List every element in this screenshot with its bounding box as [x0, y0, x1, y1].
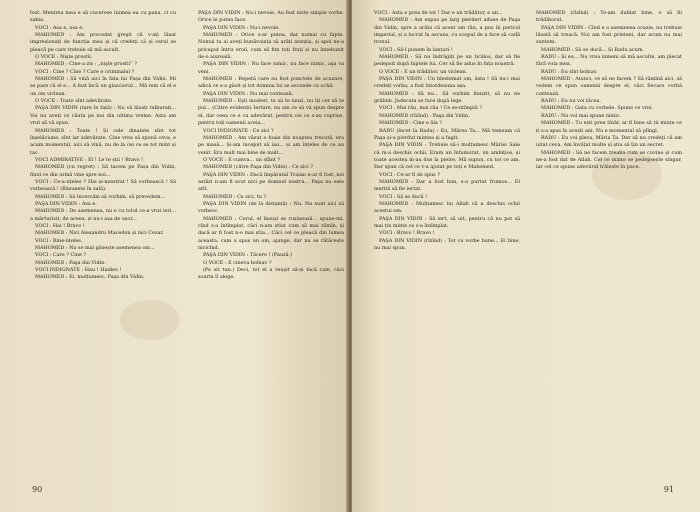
left-column-1	[30, 10, 176, 282]
paragraph: O VOCE : Toate sînt adevărate.	[35, 98, 113, 105]
paragraph: MAHOMED : Ei, mulțumesc, Pașa din Vidin.	[35, 274, 145, 281]
paragraph: MAHOMED (rîzînd) : Paşa din Vidin.	[379, 112, 470, 119]
paragraph: MAHOMED : Tu ești prea tînăr, ar fi bine să ții minte ce ți s-a spus în acești ani. Nu e momentul să plîngi.	[536, 120, 682, 134]
paragraph: PAŞA DIN VIDIN : Dacă împăratul Traian n-ar fi fost, noi astăzi n-am fi avut nici pe domnul nostru... Paşa nu este atît.	[198, 171, 344, 193]
paragraph: VOCI : Asa e, asa e.	[35, 24, 84, 31]
paragraph: MAHOMED : Să ne facem treaba cum se cuvine și cum ne-a fost dat de Allah. Cel ce minte se pedepsește singur, iar cel ce spune adevărul trăiește în pace.	[536, 149, 682, 171]
paragraph: MAHOMED : Cerul, el însuși se rușinează... spune-mi, cînd s-a întîmplat, căci n-am știut cum să mai rămîn, și dacă ar fi fost n-o mai știu... Căci cel ce pleacă din lumea aceasta, cum a spus un om, ajunge, dar nu se rătăcește nicicînd.	[198, 215, 344, 251]
paragraph: MAHOMED : Paşa din Vidin.	[35, 259, 106, 266]
paragraph: MAHOMED : Cine e ăla ?	[379, 120, 442, 127]
paragraph: VOCI INDIGNATE : Hau ! Haideo !	[35, 267, 122, 274]
paragraph: MAHOMED : Ce zici, tu ?	[203, 193, 267, 200]
paragraph: VOCI : Ce-ar fi de spus ?	[379, 171, 440, 178]
paragraph: PAŞA DIN VIDIN : Un blestemat om, ăsta ! Să nu-i mai credeți vorba, a fost întotdeauna așa.	[374, 76, 520, 90]
paragraph: PAŞA DIN VIDIN : Nu-i nevoie. Au fost niste simple vorbe. Orice le putea face.	[198, 10, 344, 24]
paragraph: MAHOMED : Să vină aici în fata lui Pașa din Vidin. Mi se pare că el e... A fost încă un glasciorul... Mă tem că el e un om viclean.	[30, 76, 176, 97]
paragraph: VOCI : Să se ducă !	[379, 193, 428, 200]
paragraph: MAHOMED : Am expus pe larg pierderi aduse de Paşa din Vidin, spre a arăta că acest om rău, a pus în pericol imperiul, și a lucrat în ascuns, cu scopul de a face să cadă tronul.	[374, 17, 520, 46]
page-number-left: 90	[32, 485, 43, 494]
paper-stain	[120, 300, 180, 340]
paragraph: VOCI : Bine-nțeles.	[35, 237, 83, 244]
paragraph: RADU : Și eu... Nu vrea nimeni să mă asculte, am plecat fără voia mea.	[536, 54, 682, 68]
paragraph: VOCI : Cine ? Cine ? Care e criminalul ?	[35, 68, 135, 75]
paragraph: MAHOMED : Gata cu vorbele. Spune ce vrei.	[541, 105, 653, 112]
paragraph: PAŞA DIN VIDIN (de la distanță) : Nu. Nu sunt aici să vorbesc.	[198, 200, 344, 215]
paragraph: MAHOMED : Să nu îndrăgiți pe un ticălos, dar să fie pedepsit după faptele lui. Cer să fie adus în fața noastră.	[374, 54, 520, 68]
paragraph: PAŞA DIN VIDIN : Cînd e o asemenea ocazie, nu trebuie lăsată să treacă. Noi am fost prieteni, dar acum nu mai suntem.	[536, 24, 682, 46]
paragraph: PAŞA DIN VIDIN (rîzînd) : Tot cu vorbe bune... Ei bine, nu mai spun.	[374, 237, 520, 251]
paragraph: PAŞA DIN VIDIN (tare în față) : Nu vă lăsați tulburați... Voi nu aveți ce căuta pe noi din ultima vreme. Asta am vrut să vă spun.	[30, 105, 176, 127]
paragraph: VOCI : Bravo ! Bravo !	[379, 230, 435, 237]
paragraph: (Pe sit tun.) Deci, tot el a reușit să-și facă cale, căci soarta îl alege.	[198, 267, 344, 281]
paragraph: O VOCE : E cineva bolnav ?	[203, 259, 272, 266]
left-column-2	[198, 10, 344, 282]
paragraph: MAHOMED : Repetă care au fost punctele de acuzare, adică ce s-a găsit și tot domnia lui se ascunde cu ochii.	[198, 76, 344, 90]
right-column-1	[374, 10, 520, 252]
paragraph: MAHOMED : Dar a fost bun, s-a purtat frumos... El merită să fie iertat.	[374, 178, 520, 193]
paragraph: VOCI : Hai ! Bravo !	[35, 222, 85, 229]
right-page	[352, 0, 700, 512]
paragraph: PAŞA DIN VIDIN : Tăcere ! (Pauză.)	[203, 252, 292, 259]
paragraph: PAŞA DIN VIDIN : Trebuie să-i mulțumesc Măriei Sale că m-a deschis ochii. Eram un înfumurat, un ambițios, și toate acestea m-au dus la pieire. Mă supun, cu tot ce am. Dar spun că cel ce v-a ajutat pe toți e Mahomed.	[374, 142, 520, 171]
paragraph: RADU : Eu voi pleca, Măria Ta. Dar să nu credeți că am uitat ceva. Am învățat multe și știu să țin un secret.	[536, 134, 682, 149]
paragraph: MAHOMED (rîzînd) : Te-am dublat bine, o să fii trădătorul.	[536, 10, 682, 24]
paragraph: RADU (încet la Radu) : Eu, Mârea Ta... Mă temeam că Paşa și-a pierdut mintea și a fugit.	[374, 127, 520, 141]
paragraph: MAHOMED : Să nu... Să vorbim liniștit, să nu ne grăbim. Judecata se face după lege.	[374, 90, 520, 105]
paragraph: VOCI ADMIRATIVE : El ! Le te știi ! Bravo !	[35, 156, 144, 163]
paragraph: MAHOMED : Am procedat greşit că v-ați lăsat impresionați de funcția mea și că credeți că și cerul se pleacă pe care trebuie să mă ascult.	[30, 32, 176, 53]
paragraph: MAHOMED : Am văzut o foaie din noaptea trecută, era pe masă... Și-am început să iau... și am înțeles de ce au venit. Era mult mai bine de mult...	[198, 134, 344, 156]
paragraph: PAŞA DIN VIDIN : Nu mai contează.	[203, 90, 294, 97]
paragraph: VOCI : Să-l punem în lanțuri !	[379, 46, 453, 53]
paragraph: MAHOMED : Cine-a zis : „nişte prostii” ?	[35, 61, 137, 68]
paragraph: PAŞA DIN VIDIN : Nu face nimic, nu face nimic, aşa va veni.	[198, 61, 344, 75]
paragraph: VOCI : Mai rău, mai rău ! Ce se-ntîmplă ?	[379, 105, 482, 112]
page-number-right: 91	[663, 485, 674, 494]
paragraph: O VOCE : Nişte prostii.	[35, 54, 93, 61]
paragraph: MAHOMED : Atunci, ce să ne facem ? Să rămînă aici, să vedem ce spun oamenii despre el, căci fiecare vorbă contează.	[536, 76, 682, 97]
paragraph: O VOCE : E un trădător, un viclean.	[379, 68, 468, 75]
paragraph: MAHOMED : Orice s-ar putea, dar numai cu fapte. Numai tu ai aveți bunăvoința să arăți atenția, și apoi ne-a priceput întru eroii, cum să fim toți frați și nu înnebunit de-o aiureală.	[198, 32, 344, 61]
paragraph: MAHOMED : Nici Alexandru Macedon și nici Cezar.	[35, 230, 164, 237]
paragraph: RADU : Nu voi mai spune nimic.	[541, 112, 622, 119]
paragraph: RADU : Eu nu voi tăcea.	[541, 98, 601, 105]
paragraph: O VOCE : E cumva... un sfânt ?	[203, 156, 281, 163]
paragraph: PAŞA DIN VIDIN : Nu-i nevoie.	[203, 24, 280, 31]
paragraph: fost. Menirea mea e să cucerese inimea ea cu pana, ci cu sabia.	[30, 10, 176, 24]
paragraph: PAŞA DIN VIDIN : Asa e.	[35, 200, 97, 207]
paragraph: MAHOMED : Nu se mai găsește asemenea om...	[35, 245, 155, 251]
paragraph: MAHOMED : Mulțumesc lui Allah că a deschis ochii acestui om.	[374, 200, 520, 215]
paragraph: MAHOMED : Eşti modest, tu să te lauzi, nu îți cer să te pui... (Către evidenți) Iertare, nu am ce să vă spun despre el, dar ceea ce e cu adevărat, pentru cei ce s-au cuprins, pentru toți oamenii aceia...	[198, 98, 344, 127]
paragraph: VOCI : Asta e prea de tot ! Dar e un trădător, e un...	[374, 10, 503, 16]
paragraph: MAHOMED (către Paşa din Vidin) : Ce zici ?	[203, 164, 313, 171]
paragraph: VOCI INDIGNATE : Ce zici ?	[203, 127, 274, 134]
paragraph: VOCI : Ce-a-nțeles ? Hai și-nzestrat ! Să vorbească ! Să vorbească ! (Răsunete în sală).	[30, 178, 176, 193]
paragraph: RADU : Eu sînt bolnav.	[541, 68, 598, 75]
paragraph: MAHOMED : Să încercăm să vorbim, să prevedem...	[35, 193, 166, 200]
paragraph: PAŞA DIN VIDIN : Să iert, să uit, pentru că nu pot să mai țin minte ce s-a întîmplat.	[374, 215, 520, 229]
paragraph: MAHOMED : De asemenea, nu e cu totul ce-a vrut ieri... a mărturisit, de aceea, și nu-i așa de ușor...	[30, 208, 176, 222]
paragraph: MAHOMED : Să se ducă... Și Radu acum.	[541, 46, 645, 53]
right-column-2	[536, 10, 682, 172]
paragraph: VOCI : Care ? Cine ?	[35, 252, 87, 259]
paragraph: MAHOMED : Toate ! Și cele dinainte sînt tot înșelăciune, sînt iar adevărate. Cine vrea să spună ceva, e acum momentul, aici să vină, nu de la cei ce se tot mint și tac.	[30, 127, 176, 156]
paragraph: MAHOMED (cu regret) : Să tacem pe Pașa din Vidin, fiind ce din urmă vine spre noi...	[30, 164, 176, 178]
left-page	[0, 0, 348, 512]
